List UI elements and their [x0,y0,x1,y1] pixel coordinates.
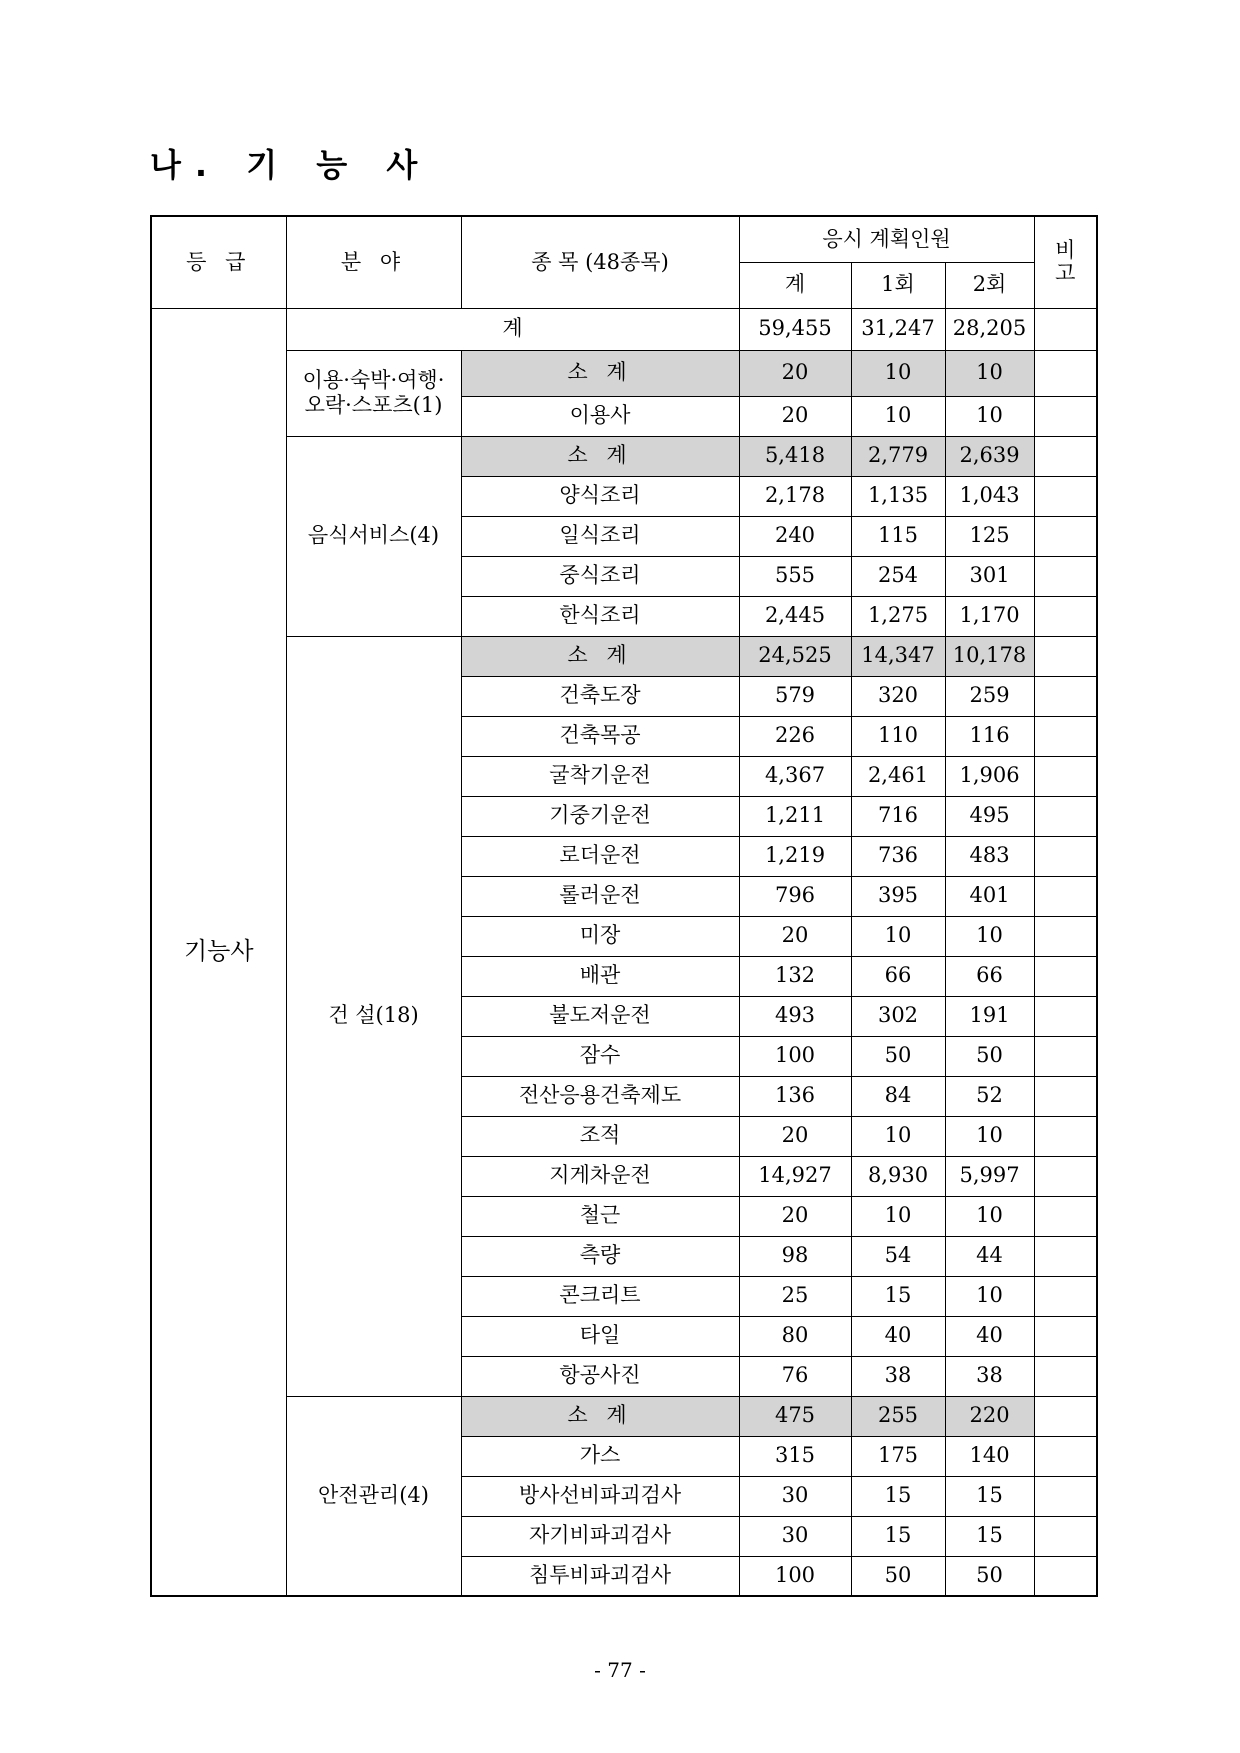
field-label: 건 설(18) [328,1003,419,1028]
item-round2: 10 [945,396,1034,436]
item-round2: 44 [945,1236,1034,1276]
remark-cell [1034,996,1097,1036]
item-name: 철근 [461,1196,739,1236]
table-body [151,308,1097,1596]
item-round2: 10 [945,1276,1034,1316]
field-label: 이용·숙박·여행· [302,367,445,392]
remark-cell [1034,1116,1097,1156]
item-round1: 320 [851,676,945,716]
item-name: 기중기운전 [461,796,739,836]
subtotal-round1: 255 [851,1396,945,1436]
subtotal-label: 소 계 [461,636,739,676]
item-round1: 2,461 [851,756,945,796]
remark-cell [1034,1036,1097,1076]
item-round1: 38 [851,1356,945,1396]
subtotal-round2: 220 [945,1396,1034,1436]
subtotal-value: 5,418 [739,436,851,476]
remark-cell [1034,916,1097,956]
item-round1: 15 [851,1276,945,1316]
subtotal-row [151,436,1097,476]
remark-cell [1034,1516,1097,1556]
item-total: 2,445 [739,596,851,636]
remark-cell [1034,1356,1097,1396]
remark-cell [1034,1556,1097,1596]
item-name: 롤러운전 [461,876,739,916]
item-name: 건축도장 [461,676,739,716]
remark-cell [1034,516,1097,556]
item-total: 20 [739,396,851,436]
item-name: 건축목공 [461,716,739,756]
item-round2: 40 [945,1316,1034,1356]
item-round2: 38 [945,1356,1034,1396]
remark-cell [1034,596,1097,636]
remark-cell [1034,1316,1097,1356]
item-round2: 191 [945,996,1034,1036]
remark-cell [1034,1276,1097,1316]
item-round2: 259 [945,676,1034,716]
item-total: 132 [739,956,851,996]
item-name: 미장 [461,916,739,956]
item-round2: 1,906 [945,756,1034,796]
item-round1: 1,135 [851,476,945,516]
item-name: 로더운전 [461,836,739,876]
item-round1: 54 [851,1236,945,1276]
item-total: 100 [739,1036,851,1076]
item-round2: 140 [945,1436,1034,1476]
item-round1: 10 [851,1116,945,1156]
item-round2: 5,997 [945,1156,1034,1196]
remark-cell [1034,756,1097,796]
remark-cell [1034,1396,1097,1436]
item-name: 전산응용건축제도 [461,1076,739,1116]
item-total: 80 [739,1316,851,1356]
item-total: 25 [739,1276,851,1316]
field-cell [286,636,461,1396]
grand-total-round1: 31,247 [851,308,945,350]
item-round2: 301 [945,556,1034,596]
remark-cell [1034,676,1097,716]
subtotal-row [151,636,1097,676]
item-round2: 10 [945,1196,1034,1236]
col-header-grade: 등 급 [151,216,286,308]
item-total: 240 [739,516,851,556]
subtotal-value: 475 [739,1396,851,1436]
item-name: 항공사진 [461,1356,739,1396]
remark-cell [1034,1436,1097,1476]
item-round2: 10 [945,916,1034,956]
item-name: 지게차운전 [461,1156,739,1196]
item-round2: 15 [945,1476,1034,1516]
item-round2: 483 [945,836,1034,876]
subtotal-round2: 10 [945,350,1034,396]
grand-total-label: 계 [286,308,739,350]
subtotal-value: 24,525 [739,636,851,676]
item-total: 76 [739,1356,851,1396]
item-round1: 115 [851,516,945,556]
field-label: 음식서비스(4) [307,523,440,548]
col-header-round1: 1회 [851,262,945,308]
item-name: 잠수 [461,1036,739,1076]
item-round1: 10 [851,396,945,436]
item-round2: 10 [945,1116,1034,1156]
subtotal-round2: 10,178 [945,636,1034,676]
item-round2: 1,043 [945,476,1034,516]
item-total: 136 [739,1076,851,1116]
item-name: 측량 [461,1236,739,1276]
item-round1: 1,275 [851,596,945,636]
item-total: 1,219 [739,836,851,876]
item-name: 방사선비파괴검사 [461,1476,739,1516]
subtotal-label: 소 계 [461,436,739,476]
item-name: 자기비파괴검사 [461,1516,739,1556]
item-round2: 15 [945,1516,1034,1556]
item-round2: 401 [945,876,1034,916]
item-name: 침투비파괴검사 [461,1556,739,1596]
item-round1: 40 [851,1316,945,1356]
field-cell [286,436,461,636]
item-total: 20 [739,1116,851,1156]
item-round1: 50 [851,1556,945,1596]
item-round1: 110 [851,716,945,756]
grand-total-round2: 28,205 [945,308,1034,350]
col-header-plan: 응시 계획인원 [739,216,1034,262]
item-name: 일식조리 [461,516,739,556]
item-round1: 50 [851,1036,945,1076]
remark-cell [1034,350,1097,396]
field-cell [286,1396,461,1596]
item-round2: 50 [945,1556,1034,1596]
item-total: 2,178 [739,476,851,516]
item-total: 579 [739,676,851,716]
item-round2: 116 [945,716,1034,756]
subtotal-value: 20 [739,350,851,396]
item-total: 4,367 [739,756,851,796]
item-round1: 15 [851,1516,945,1556]
remark-cell [1034,1076,1097,1116]
item-total: 555 [739,556,851,596]
remark-cell [1034,1236,1097,1276]
item-round2: 50 [945,1036,1034,1076]
remark-cell [1034,436,1097,476]
item-name: 중식조리 [461,556,739,596]
field-cell [286,350,461,436]
subtotal-row [151,350,1097,396]
grand-total-row [151,308,1097,350]
item-round1: 10 [851,916,945,956]
item-total: 100 [739,1556,851,1596]
remark-cell [1034,716,1097,756]
item-round1: 302 [851,996,945,1036]
item-total: 30 [739,1516,851,1556]
item-name: 이용사 [461,396,739,436]
subtotal-round1: 2,779 [851,436,945,476]
grade-cell: 기능사 [151,308,286,1596]
remark-cell [1034,476,1097,516]
remark-cell [1034,636,1097,676]
item-total: 796 [739,876,851,916]
item-round2: 495 [945,796,1034,836]
subtotal-row [151,1396,1097,1436]
item-total: 1,211 [739,796,851,836]
item-round1: 175 [851,1436,945,1476]
item-round1: 736 [851,836,945,876]
item-total: 20 [739,916,851,956]
remark-cell [1034,876,1097,916]
item-round2: 52 [945,1076,1034,1116]
item-total: 98 [739,1236,851,1276]
subtotal-round1: 10 [851,350,945,396]
remark-cell [1034,836,1097,876]
item-name: 타일 [461,1316,739,1356]
item-round2: 66 [945,956,1034,996]
page-number: - 77 - [594,1658,646,1682]
item-round1: 66 [851,956,945,996]
item-name: 가스 [461,1436,739,1476]
remark-cell [1034,396,1097,436]
item-round1: 15 [851,1476,945,1516]
col-header-remark: 비 고 [1034,216,1097,308]
remark-cell [1034,556,1097,596]
exam-plan-table [150,215,1098,1597]
grand-total-value: 59,455 [739,308,851,350]
item-name: 양식조리 [461,476,739,516]
section-heading: 나. 기 능 사 [150,146,432,184]
item-name: 불도저운전 [461,996,739,1036]
grand-total-remark [1034,308,1097,350]
item-round1: 10 [851,1196,945,1236]
field-label: 오락·스포츠(1) [304,393,443,417]
field-label: 안전관리(4) [318,1483,429,1508]
item-round2: 1,170 [945,596,1034,636]
item-total: 315 [739,1436,851,1476]
item-name: 배관 [461,956,739,996]
remark-cell [1034,796,1097,836]
item-name: 한식조리 [461,596,739,636]
item-round1: 716 [851,796,945,836]
remark-cell [1034,1476,1097,1516]
item-round2: 125 [945,516,1034,556]
item-round1: 8,930 [851,1156,945,1196]
item-total: 20 [739,1196,851,1236]
subtotal-label: 소 계 [461,350,739,396]
col-header-round2: 2회 [945,262,1034,308]
item-round1: 84 [851,1076,945,1116]
item-total: 14,927 [739,1156,851,1196]
item-name: 조적 [461,1116,739,1156]
col-header-field: 분 야 [286,216,461,308]
item-round1: 254 [851,556,945,596]
col-header-item: 종 목 (48종목) [461,216,739,308]
item-total: 493 [739,996,851,1036]
item-round1: 395 [851,876,945,916]
remark-cell [1034,1196,1097,1236]
subtotal-round1: 14,347 [851,636,945,676]
item-total: 30 [739,1476,851,1516]
item-name: 콘크리트 [461,1276,739,1316]
subtotal-label: 소 계 [461,1396,739,1436]
remark-cell [1034,956,1097,996]
item-name: 굴착기운전 [461,756,739,796]
col-header-total: 계 [739,262,851,308]
remark-cell [1034,1156,1097,1196]
item-total: 226 [739,716,851,756]
subtotal-round2: 2,639 [945,436,1034,476]
